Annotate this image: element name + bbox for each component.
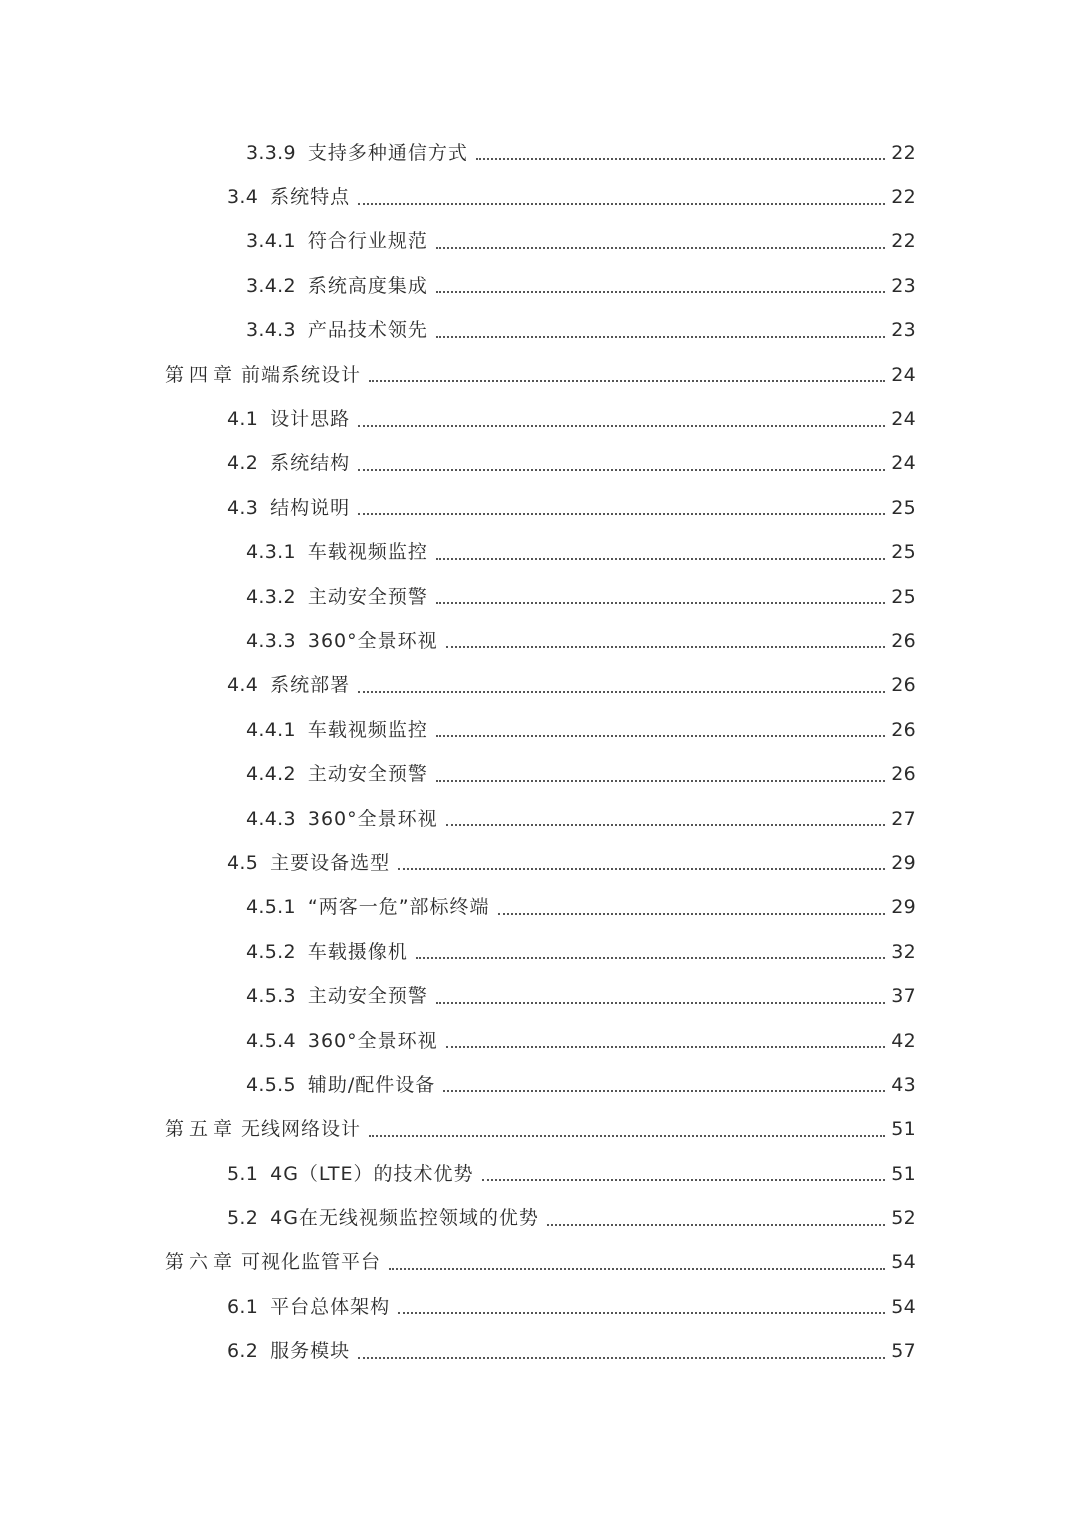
toc-entry-page-number: 52 [891,1207,916,1230]
toc-entry-title: 前端系统设计 [241,363,362,386]
toc-dot-leader [436,558,885,560]
toc-entry-number: 第六章 [165,1251,238,1274]
toc-entry-title: 系统特点 [270,186,351,209]
toc-entry[interactable] [0,353,1080,397]
toc-entry-title: 4G在无线视频监控领域的优势 [270,1207,539,1230]
toc-entry[interactable] [0,1241,1080,1285]
toc-entry-title: 服务模块 [270,1340,351,1363]
toc-dot-leader [369,1135,885,1137]
toc-entry-number: 4.1 [227,408,259,431]
toc-entry-number: 3.4.2 [246,274,296,297]
toc-dot-leader [436,602,885,604]
toc-entry-title: 产品技术领先 [307,319,428,342]
toc-entry-page-number: 26 [891,763,916,786]
toc-dot-leader [436,247,885,249]
toc-entry-number: 4.3.1 [246,541,296,564]
toc-entry-number: 4.5 [227,851,259,874]
toc-entry-title: 360°全景环视 [307,807,438,830]
toc-entry[interactable] [0,1108,1080,1152]
toc-dot-leader [389,1268,885,1270]
toc-entry-number: 第五章 [165,1118,238,1141]
toc-entry-page-number: 54 [891,1251,916,1274]
toc-entry-page-number: 51 [891,1118,916,1141]
toc-entry-page-number: 51 [891,1162,916,1185]
toc-entry-page-number: 22 [891,230,916,253]
toc-entry[interactable] [0,397,1080,441]
toc-entry-number: 6.1 [227,1295,259,1318]
toc-dot-leader [358,1357,885,1359]
toc-dot-leader [358,691,885,693]
toc-entry-page-number: 22 [891,186,916,209]
toc-entry-number: 4.4 [227,674,259,697]
toc-entry-page-number: 37 [891,985,916,1008]
toc-entry-title: 360°全景环视 [307,1029,438,1052]
toc-entry-number: 4.4.1 [246,718,296,741]
toc-entry[interactable] [0,442,1080,486]
toc-entry[interactable] [0,1019,1080,1063]
toc-entry-page-number: 42 [891,1029,916,1052]
toc-entry-number: 4.3 [227,496,259,519]
toc-entry-number: 3.4.3 [246,319,296,342]
toc-dot-leader [436,1002,885,1004]
toc-dot-leader [358,425,885,427]
toc-entry-page-number: 32 [891,940,916,963]
toc-entry-page-number: 24 [891,452,916,475]
toc-entry[interactable] [0,486,1080,530]
toc-entry[interactable] [0,264,1080,308]
toc-entry-title: 辅助/配件设备 [307,1073,436,1096]
toc-entry-page-number: 26 [891,674,916,697]
toc-entry[interactable] [0,664,1080,708]
toc-entry-title: 可视化监管平台 [241,1251,382,1274]
toc-entry-page-number: 23 [891,274,916,297]
toc-dot-leader [436,780,885,782]
toc-entry-title: 系统高度集成 [307,274,428,297]
toc-entry-page-number: 24 [891,408,916,431]
toc-entry-title: 支持多种通信方式 [307,141,468,164]
toc-entry[interactable] [0,886,1080,930]
toc-entry-number: 4.3.2 [246,585,296,608]
toc-entry-number: 第四章 [165,363,238,386]
toc-entry-page-number: 29 [891,851,916,874]
toc-entry-page-number: 25 [891,541,916,564]
toc-entry-title: 主动安全预警 [307,985,428,1008]
toc-entry[interactable] [0,841,1080,885]
toc-dot-leader [358,203,885,205]
toc-entry-page-number: 24 [891,363,916,386]
toc-dot-leader [358,513,885,515]
toc-dot-leader [436,291,885,293]
toc-dot-leader [398,868,885,870]
toc-dot-leader [369,380,885,382]
toc-entry-page-number: 29 [891,896,916,919]
toc-entry[interactable] [0,1196,1080,1240]
toc-entry[interactable] [0,797,1080,841]
toc-entry-number: 6.2 [227,1340,259,1363]
toc-entry-title: 车载摄像机 [307,940,408,963]
toc-dot-leader [446,1046,886,1048]
toc-entry-title: 无线网络设计 [241,1118,362,1141]
toc-entry-number: 4.3.3 [246,629,296,652]
toc-entry-page-number: 25 [891,585,916,608]
toc-entry-number: 5.1 [227,1162,259,1185]
toc-entry-title: 主动安全预警 [307,763,428,786]
toc-dot-leader [446,646,886,648]
toc-entry[interactable] [0,752,1080,796]
toc-entry-page-number: 57 [891,1340,916,1363]
toc-entry-page-number: 23 [891,319,916,342]
toc-dot-leader [476,158,885,160]
toc-entry-page-number: 26 [891,629,916,652]
toc-entry-page-number: 43 [891,1073,916,1096]
toc-entry-number: 3.3.9 [246,141,296,164]
toc-entry-page-number: 25 [891,496,916,519]
toc-dot-leader [498,913,886,915]
toc-dot-leader [443,1090,885,1092]
toc-entry-number: 4.5.1 [246,896,296,919]
toc-entry-page-number: 27 [891,807,916,830]
toc-dot-leader [547,1224,885,1226]
toc-entry[interactable] [0,175,1080,219]
toc-entry[interactable] [0,619,1080,663]
toc-dot-leader [358,469,885,471]
toc-dot-leader [436,735,885,737]
toc-entry[interactable] [0,131,1080,175]
toc-dot-leader [446,824,886,826]
toc-entry-title: 360°全景环视 [307,629,438,652]
toc-entry[interactable] [0,708,1080,752]
toc-entry[interactable] [0,1152,1080,1196]
toc-entry-title: 符合行业规范 [307,230,428,253]
toc-entry[interactable] [0,531,1080,575]
toc-entry[interactable] [0,575,1080,619]
toc-entry-number: 3.4.1 [246,230,296,253]
toc-entry-page-number: 26 [891,718,916,741]
toc-entry-title: 主要设备选型 [270,851,391,874]
toc-entry-title: 系统部署 [270,674,351,697]
toc-entry-number: 4.2 [227,452,259,475]
toc-dot-leader [482,1179,886,1181]
toc-entry-title: 系统结构 [270,452,351,475]
toc-entry-title: 设计思路 [270,408,351,431]
toc-entry[interactable] [0,1063,1080,1107]
toc-entry-title: 4G（LTE）的技术优势 [270,1162,474,1185]
toc-entry-number: 4.5.5 [246,1073,296,1096]
toc-entry[interactable] [0,309,1080,353]
toc-entry-title: 结构说明 [270,496,351,519]
toc-entry[interactable] [0,220,1080,264]
toc-entry-number: 5.2 [227,1207,259,1230]
toc-dot-leader [436,336,885,338]
toc-entry-page-number: 22 [891,141,916,164]
toc-entry-number: 4.4.2 [246,763,296,786]
toc-entry[interactable] [0,930,1080,974]
toc-dot-leader [398,1312,885,1314]
toc-entry-title: “两客一危”部标终端 [307,896,490,919]
toc-entry-number: 4.5.3 [246,985,296,1008]
toc-entry-title: 车载视频监控 [307,541,428,564]
toc-entry-number: 4.5.2 [246,940,296,963]
toc-entry-title: 平台总体架构 [270,1295,391,1318]
toc-dot-leader [416,957,885,959]
toc-entry-number: 4.4.3 [246,807,296,830]
table-of-contents [0,131,1080,1374]
toc-entry-page-number: 54 [891,1295,916,1318]
toc-entry[interactable] [0,1330,1080,1374]
toc-entry-title: 主动安全预警 [307,585,428,608]
toc-entry[interactable] [0,974,1080,1018]
toc-entry-title: 车载视频监控 [307,718,428,741]
toc-entry-number: 3.4 [227,186,259,209]
toc-entry[interactable] [0,1285,1080,1329]
toc-entry-number: 4.5.4 [246,1029,296,1052]
